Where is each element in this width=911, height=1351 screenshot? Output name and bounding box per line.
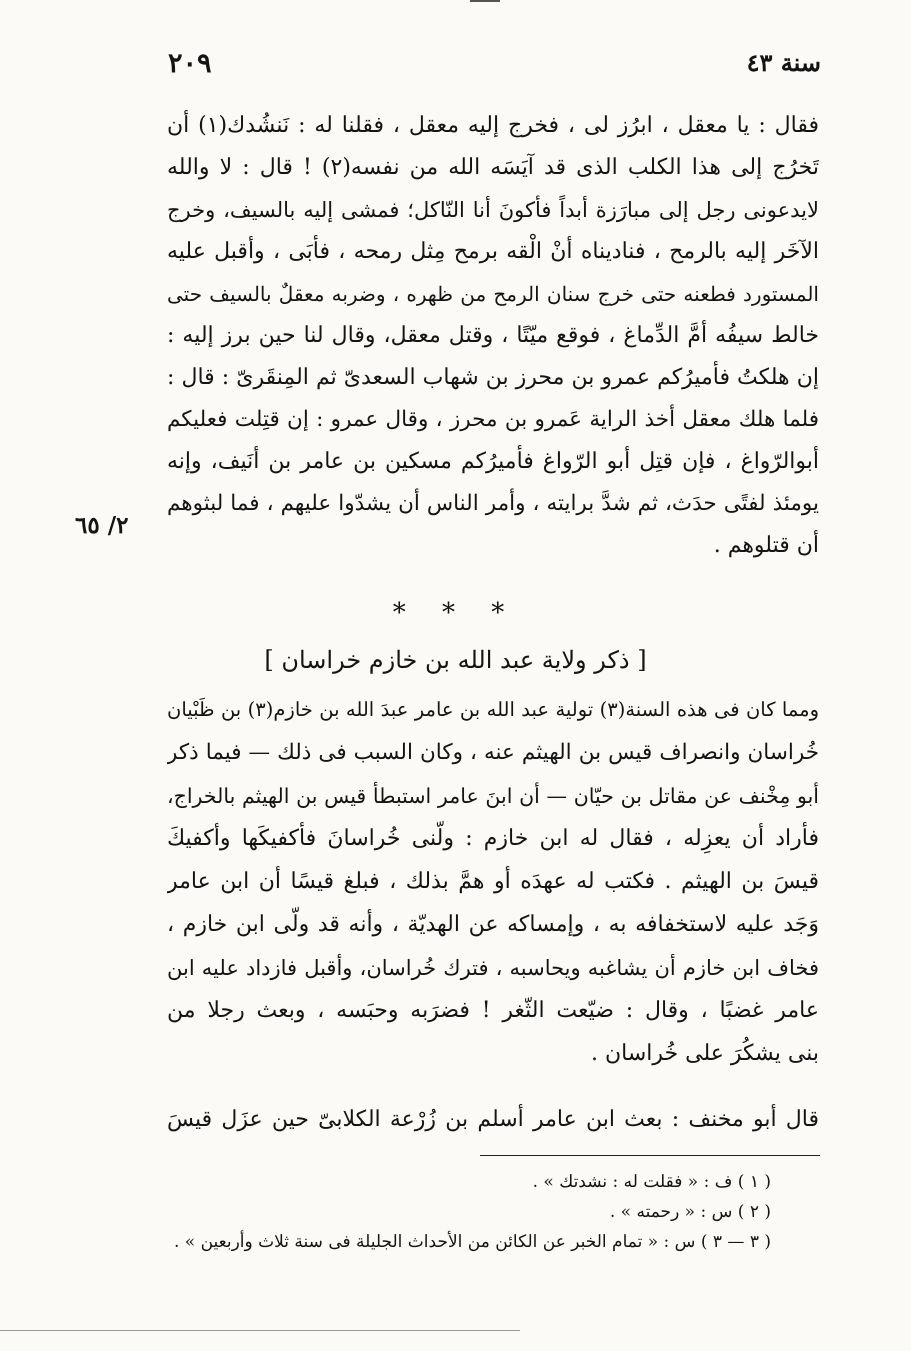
text-line: قيسَ بن الهيثم . فكتب له عهدَه أو همَّ بذلك ، فبلغ قيسًا أن ابن عامر bbox=[167, 869, 819, 894]
text-line: الآخَر إليه بالرمح ، فناديناه أنْ الْقه برمح مِثل رمحه ، فأبَى ، وأقبل عليه bbox=[167, 239, 819, 264]
text-line: فلما هلك معقل أخذ الراية عَمرو بن محرز ، وقال عمرو : إن قتِلت فعليكم bbox=[167, 407, 819, 432]
text-line: قال أبو مخنف : بعث ابن عامر أسلم بن زُرْعة الكلابىّ حين عزَل قيسَ bbox=[167, 1107, 819, 1132]
text-line: خالط سيفُه أمَّ الدِّماغ ، فوقع ميّتًا ، وقتل معقل، وقال لنا حين برز إليه : bbox=[167, 323, 819, 348]
page-number: ٢٠٩ bbox=[168, 48, 212, 79]
text-line: وَجَد عليه لاستخفافه به ، وإمساكه عن الهديّة ، وأنه قد ولّى ابن خازم ، bbox=[167, 912, 819, 937]
footnote: ( ١ ) ف : « فقلت له : نشدتك » . bbox=[532, 1172, 771, 1192]
text-line: تَخرُج إلى هذا الكلب الذى قد آيَسَه الله من نفسه(٢) ! قال : لا والله bbox=[167, 155, 819, 180]
text-line: أن قتلوهم . bbox=[713, 533, 819, 558]
running-header-year: سنة ٤٣ bbox=[746, 48, 821, 77]
text-line: عامر غضبًا ، وقال : ضيّعت الثّغر ! فضرَبه وحبَسه ، وبعث رجلا من bbox=[167, 998, 819, 1023]
text-line: فأراد أن يعزِله ، فقال له ابن خازم : ولّنى خُراسانَ فأكفيكَها وأكفيكَ bbox=[167, 826, 819, 851]
section-separator: * * * bbox=[392, 598, 519, 628]
text-line: فخاف ابن خازم أن يشاغبه ويحاسبه ، فترك خُراسان، وأقبل فازداد عليه ابن bbox=[167, 956, 819, 980]
text-line: أبوالرّواغ ، فإن قتِل أبو الرّواغ فأميرُكم مسكين بن عامر بن أنَيف، وإنه bbox=[167, 449, 819, 474]
margin-reference: ٢/ ٦٥ bbox=[75, 512, 129, 539]
footnote-rule bbox=[480, 1155, 820, 1156]
text-line: فقال : يا معقل ، ابرُز لى ، فخرج إليه معقل ، فقلنا له : نَنشُدك(١) أن bbox=[167, 113, 819, 138]
text-line: خُراسان وانصراف قيس بن الهيثم عنه ، وكان السبب فى ذلك — فيما ذكر bbox=[167, 740, 819, 765]
text-line: ومما كان فى هذه السنة(٣) تولية عبد الله بن عامر عبدَ الله بن خازم(٣) بن ظَبْيان bbox=[167, 698, 819, 721]
text-line: إن هلكتُ فأميرُكم عمرو بن محرز بن شهاب السعدىّ ثم المِنقَرىّ : قال : bbox=[167, 365, 819, 390]
scan-edge-line bbox=[0, 1330, 520, 1331]
top-edge-mark bbox=[470, 0, 500, 2]
section-heading: [ ذكر ولاية عبد الله بن خازم خراسان ] bbox=[264, 646, 647, 674]
text-line: بنى يشكُرَ على خُراسان . bbox=[591, 1041, 819, 1066]
text-line: لايدعونى رجل إلى مبارَزة أبداً فأكونَ أنا النّاكل؛ فمشى إليه بالسيف، وخرج bbox=[167, 198, 819, 222]
text-line: أبو مِخْنف عن مقاتل بن حيّان — أن ابنَ عامر استبطأ قيس بن الهيثم بالخراج، bbox=[167, 784, 819, 808]
footnote: ( ٣ — ٣ ) س : « تمام الخبر عن الكائن من الأحداث الجليلة فى سنة ثلاث وأربعين » . bbox=[173, 1232, 771, 1252]
footnote: ( ٢ ) س : « رحمته » . bbox=[609, 1202, 771, 1222]
text-line: يومئذ لفتًى حدَث، ثم شدَّ برايته ، وأمر الناس أن يشدّوا عليهم ، فما لبثوهم bbox=[167, 491, 819, 516]
text-line: المستورد فطعنه حتى خرج سنان الرمح من ظهره ، وضربه معقلٌ بالسيف حتى bbox=[167, 282, 819, 306]
